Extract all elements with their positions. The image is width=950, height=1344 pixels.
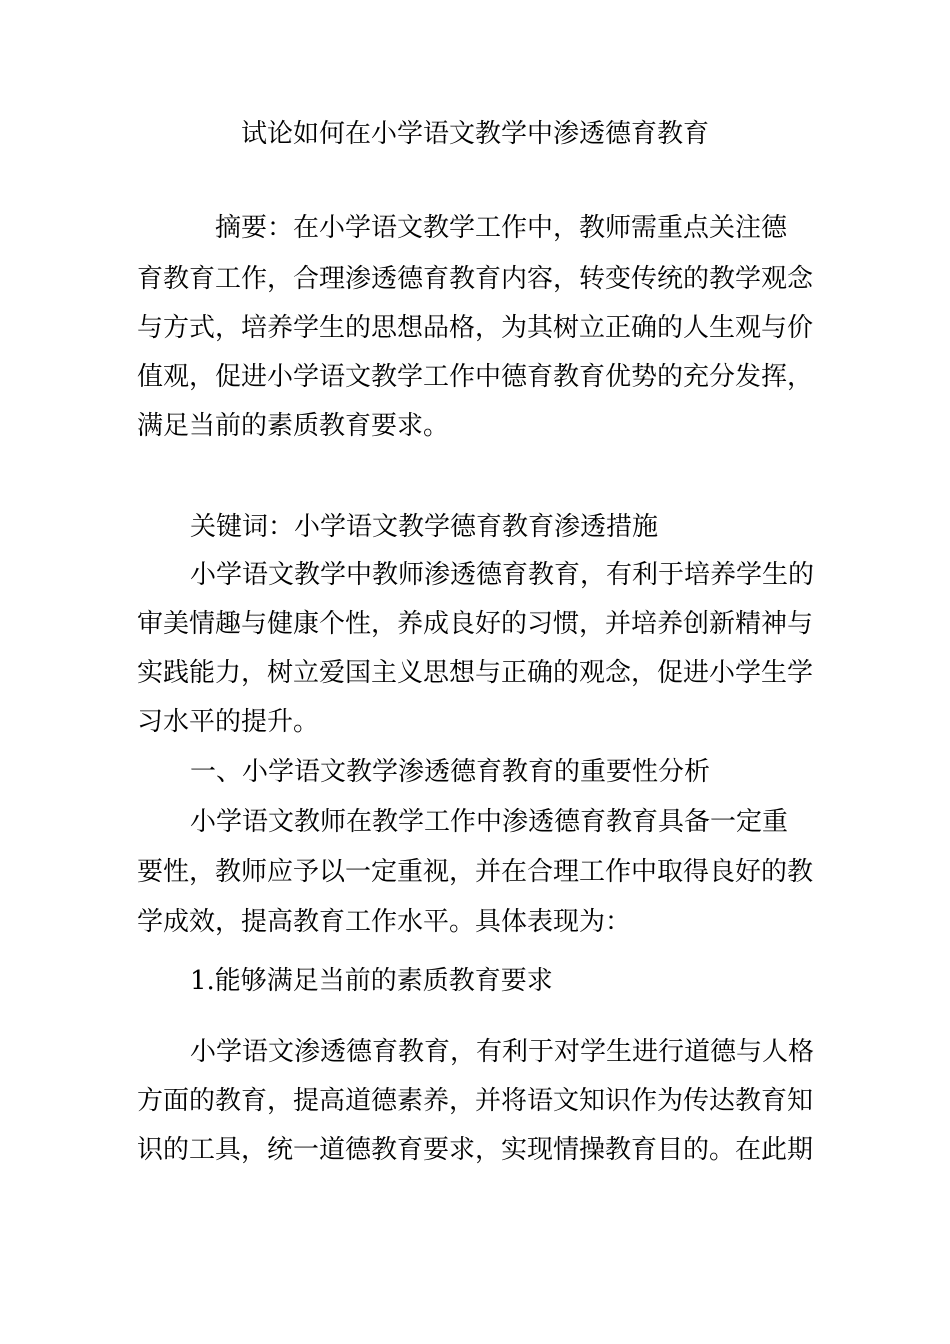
paragraph-line: 小学语文教师在教学工作中渗透德育教育具备一定重 [190, 807, 789, 837]
paragraph-line: 要性，教师应予以一定重视，并在合理工作中取得良好的教 [137, 857, 814, 887]
abstract-line: 与方式，培养学生的思想品格，为其树立正确的人生观与价 [137, 313, 814, 343]
document-title: 试论如何在小学语文教学中渗透德育教育 [240, 119, 709, 149]
section-heading: 一、小学语文教学渗透德育教育的重要性分析 [190, 757, 711, 787]
paragraph-line: 审美情趣与健康个性，养成良好的习惯，并培养创新精神与 [137, 609, 814, 639]
abstract-line: 摘要：在小学语文教学工作中，教师需重点关注德 [215, 213, 788, 243]
paragraph-line: 实践能力，树立爱国主义思想与正确的观念，促进小学生学 [137, 658, 814, 688]
paragraph-line: 方面的教育，提高道德素养，并将语文知识作为传达教育知 [137, 1086, 814, 1116]
keywords-line: 关键词：小学语文教学德育教育渗透措施 [190, 512, 659, 542]
paragraph-line: 学成效，提高教育工作水平。具体表现为： [137, 907, 632, 937]
paragraph-line: 习水平的提升。 [137, 707, 320, 737]
paragraph-line: 识的工具，统一道德教育要求，实现情操教育目的。在此期 [137, 1135, 814, 1165]
abstract-line: 值观，促进小学语文教学工作中德育教育优势的充分发挥， [137, 362, 814, 392]
abstract-line: 育教育工作，合理渗透德育教育内容，转变传统的教学观念 [137, 264, 814, 294]
subsection-heading: 1.能够满足当前的素质教育要求 [190, 966, 553, 996]
abstract-line: 满足当前的素质教育要求。 [137, 411, 450, 441]
paragraph-line: 小学语文教学中教师渗透德育教育，有利于培养学生的 [190, 560, 815, 590]
paragraph-line: 小学语文渗透德育教育，有利于对学生进行道德与人格 [190, 1037, 815, 1067]
